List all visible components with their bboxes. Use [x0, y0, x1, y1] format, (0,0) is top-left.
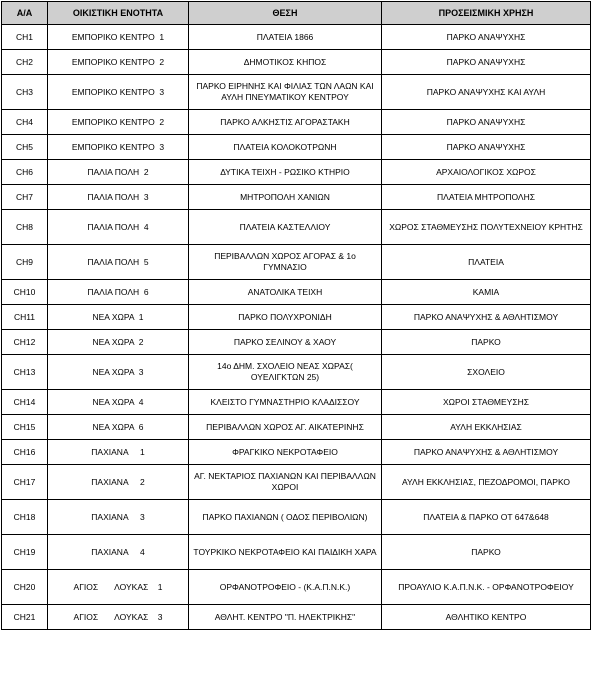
row-zone-cell: ΕΜΠΟΡΙΚΟ ΚΕΝΤΡΟ 2: [48, 50, 189, 75]
row-zone-cell: ΠΑΛΙΑ ΠΟΛΗ 6: [48, 280, 189, 305]
row-location-cell: ΜΗΤΡΟΠΟΛΗ ΧΑΝΙΩΝ: [189, 185, 382, 210]
row-zone-cell: ΠΑΛΙΑ ΠΟΛΗ 4: [48, 210, 189, 245]
row-zone-cell: ΝΕΑ ΧΩΡΑ 6: [48, 415, 189, 440]
row-use-cell: ΧΩΡΟΙ ΣΤΑΘΜΕΥΣΗΣ: [382, 390, 591, 415]
row-id-cell: CH9: [2, 245, 48, 280]
row-id-cell: CH7: [2, 185, 48, 210]
row-location-cell: ΔΥΤΙΚΑ ΤΕΙΧΗ - ΡΩΣΙΚΟ ΚΤΗΡΙΟ: [189, 160, 382, 185]
row-id-cell: CH10: [2, 280, 48, 305]
table-row: [2, 415, 591, 440]
row-use-cell: ΠΑΡΚΟ: [382, 330, 591, 355]
row-id-cell: CH14: [2, 390, 48, 415]
row-use-cell: ΠΛΑΤΕΙΑ: [382, 245, 591, 280]
row-zone-cell: ΠΑΛΙΑ ΠΟΛΗ 3: [48, 185, 189, 210]
row-location-cell: ΟΡΦΑΝΟΤΡΟΦΕΙΟ - (Κ.Α.Π.Ν.Κ.): [189, 570, 382, 605]
row-location-cell: ΠΑΡΚΟ ΠΟΛΥΧΡΟΝΙΔΗ: [189, 305, 382, 330]
row-use-cell: ΠΑΡΚΟ ΑΝΑΨΥΧΗΣ: [382, 50, 591, 75]
header-aa: Α/Α: [2, 2, 48, 25]
row-use-cell: ΑΥΛΗ ΕΚΚΛΗΣΙΑΣ: [382, 415, 591, 440]
row-zone-cell: ΠΑΧΙΑΝΑ 3: [48, 500, 189, 535]
table-row: [2, 500, 591, 535]
row-use-cell: ΠΡΟΑΥΛΙΟ Κ.Α.Π.Ν.Κ. - ΟΡΦΑΝΟΤΡΟΦΕΙΟΥ: [382, 570, 591, 605]
table-row: [2, 110, 591, 135]
header-use: ΠΡΟΣΕΙΣΜΙΚΗ ΧΡΗΣΗ: [382, 2, 591, 25]
table-body: [2, 25, 591, 630]
row-use-cell: ΑΥΛΗ ΕΚΚΛΗΣΙΑΣ, ΠΕΖΟΔΡΟΜΟΙ, ΠΑΡΚΟ: [382, 465, 591, 500]
row-zone-cell: ΑΓΙΟΣ ΛΟΥΚΑΣ 3: [48, 605, 189, 630]
row-use-cell: ΚΑΜΙΑ: [382, 280, 591, 305]
row-location-cell: ΔΗΜΟΤΙΚΟΣ ΚΗΠΟΣ: [189, 50, 382, 75]
row-location-cell: ΠΑΡΚΟ ΣΕΛΙΝΟΥ & ΧΑΟΥ: [189, 330, 382, 355]
row-use-cell: ΑΡΧΑΙΟΛΟΓΙΚΟΣ ΧΩΡΟΣ: [382, 160, 591, 185]
row-zone-cell: ΠΑΧΙΑΝΑ 4: [48, 535, 189, 570]
row-location-cell: ΠΑΡΚΟ ΠΑΧΙΑΝΩΝ ( ΟΔΟΣ ΠΕΡΙΒΟΛΙΩΝ): [189, 500, 382, 535]
row-use-cell: ΠΑΡΚΟ ΑΝΑΨΥΧΗΣ: [382, 135, 591, 160]
row-zone-cell: ΝΕΑ ΧΩΡΑ 4: [48, 390, 189, 415]
row-location-cell: ΚΛΕΙΣΤΟ ΓΥΜΝΑΣΤΗΡΙΟ ΚΛΑΔΙΣΣΟΥ: [189, 390, 382, 415]
row-location-cell: ΠΕΡΙΒΑΛΛΩΝ ΧΩΡΟΣ ΑΓ. ΑΙΚΑΤΕΡΙΝΗΣ: [189, 415, 382, 440]
shelter-sites-table: [1, 1, 591, 630]
row-id-cell: CH12: [2, 330, 48, 355]
table-row: [2, 305, 591, 330]
table-row: [2, 50, 591, 75]
row-id-cell: CH2: [2, 50, 48, 75]
table-row: [2, 330, 591, 355]
header-zone: ΟΙΚΙΣΤΙΚΗ ΕΝΟΤΗΤΑ: [48, 2, 189, 25]
row-id-cell: CH20: [2, 570, 48, 605]
row-location-cell: ΑΓ. ΝΕΚΤΑΡΙΟΣ ΠΑΧΙΑΝΩΝ ΚΑΙ ΠΕΡΙΒΑΛΛΩΝ ΧΩΡΟΙ: [189, 465, 382, 500]
row-id-cell: CH8: [2, 210, 48, 245]
row-use-cell: ΠΑΡΚΟ ΑΝΑΨΥΧΗΣ ΚΑΙ ΑΥΛΗ: [382, 75, 591, 110]
table-row: [2, 245, 591, 280]
row-zone-cell: ΝΕΑ ΧΩΡΑ 1: [48, 305, 189, 330]
row-id-cell: CH5: [2, 135, 48, 160]
table-row: [2, 185, 591, 210]
row-zone-cell: ΝΕΑ ΧΩΡΑ 3: [48, 355, 189, 390]
table-row: [2, 75, 591, 110]
table-row: [2, 605, 591, 630]
table-row: [2, 355, 591, 390]
header-location: ΘΕΣΗ: [189, 2, 382, 25]
row-zone-cell: ΠΑΧΙΑΝΑ 2: [48, 465, 189, 500]
row-use-cell: ΑΘΛΗΤΙΚΟ ΚΕΝΤΡΟ: [382, 605, 591, 630]
row-id-cell: CH3: [2, 75, 48, 110]
row-id-cell: CH21: [2, 605, 48, 630]
row-id-cell: CH15: [2, 415, 48, 440]
table-row: [2, 160, 591, 185]
row-location-cell: ΠΑΡΚΟ ΑΛΚΗΣΤΙΣ ΑΓΟΡΑΣΤΑΚΗ: [189, 110, 382, 135]
row-use-cell: ΠΛΑΤΕΙΑ ΜΗΤΡΟΠΟΛΗΣ: [382, 185, 591, 210]
row-zone-cell: ΝΕΑ ΧΩΡΑ 2: [48, 330, 189, 355]
row-zone-cell: ΕΜΠΟΡΙΚΟ ΚΕΝΤΡΟ 3: [48, 75, 189, 110]
row-use-cell: ΣΧΟΛΕΙΟ: [382, 355, 591, 390]
row-id-cell: CH19: [2, 535, 48, 570]
table-row: [2, 25, 591, 50]
table-row: [2, 570, 591, 605]
row-location-cell: ΠΛΑΤΕΙΑ ΚΟΛΟΚΟΤΡΩΝΗ: [189, 135, 382, 160]
row-location-cell: ΠΑΡΚΟ ΕΙΡΗΝΗΣ ΚΑΙ ΦΙΛΙΑΣ ΤΩΝ ΛΑΩΝ ΚΑΙ ΑΥΛΗ ΠΝΕΥΜΑΤΙΚΟΥ ΚΕΝΤΡΟΥ: [189, 75, 382, 110]
row-zone-cell: ΑΓΙΟΣ ΛΟΥΚΑΣ 1: [48, 570, 189, 605]
row-location-cell: ΠΛΑΤΕΙΑ ΚΑΣΤΕΛΛΙΟΥ: [189, 210, 382, 245]
row-use-cell: ΧΩΡΟΣ ΣΤΑΘΜΕΥΣΗΣ ΠΟΛΥΤΕΧΝΕΙΟΥ ΚΡΗΤΗΣ: [382, 210, 591, 245]
row-location-cell: ΑΘΛΗΤ. ΚΕΝΤΡΟ "Π. ΗΛΕΚΤΡΙΚΗΣ": [189, 605, 382, 630]
row-use-cell: ΠΑΡΚΟ ΑΝΑΨΥΧΗΣ & ΑΘΛΗΤΙΣΜΟΥ: [382, 440, 591, 465]
table-row: [2, 390, 591, 415]
row-zone-cell: ΕΜΠΟΡΙΚΟ ΚΕΝΤΡΟ 3: [48, 135, 189, 160]
row-use-cell: ΠΛΑΤΕΙΑ & ΠΑΡΚΟ ΟΤ 647&648: [382, 500, 591, 535]
row-location-cell: 14ο ΔΗΜ. ΣΧΟΛΕΙΟ ΝΕΑΣ ΧΩΡΑΣ( ΟΥΕΛΙΓΚΤΩΝ 25): [189, 355, 382, 390]
row-location-cell: ΤΟΥΡΚΙΚΟ ΝΕΚΡΟΤΑΦΕΙΟ ΚΑΙ ΠΑΙΔΙΚΗ ΧΑΡΑ: [189, 535, 382, 570]
table-row: [2, 440, 591, 465]
row-use-cell: ΠΑΡΚΟ ΑΝΑΨΥΧΗΣ: [382, 110, 591, 135]
row-id-cell: CH1: [2, 25, 48, 50]
row-zone-cell: ΠΑΧΙΑΝΑ 1: [48, 440, 189, 465]
row-id-cell: CH18: [2, 500, 48, 535]
table-row: [2, 210, 591, 245]
row-zone-cell: ΕΜΠΟΡΙΚΟ ΚΕΝΤΡΟ 2: [48, 110, 189, 135]
row-zone-cell: ΠΑΛΙΑ ΠΟΛΗ 5: [48, 245, 189, 280]
row-use-cell: ΠΑΡΚΟ ΑΝΑΨΥΧΗΣ: [382, 25, 591, 50]
row-location-cell: ΠΕΡΙΒΑΛΛΩΝ ΧΩΡΟΣ ΑΓΟΡΑΣ & 1ο ΓΥΜΝΑΣΙΟ: [189, 245, 382, 280]
row-location-cell: ΠΛΑΤΕΙΑ 1866: [189, 25, 382, 50]
row-id-cell: CH13: [2, 355, 48, 390]
row-use-cell: ΠΑΡΚΟ ΑΝΑΨΥΧΗΣ & ΑΘΛΗΤΙΣΜΟΥ: [382, 305, 591, 330]
row-use-cell: ΠΑΡΚΟ: [382, 535, 591, 570]
table-row: [2, 280, 591, 305]
row-id-cell: CH16: [2, 440, 48, 465]
row-zone-cell: ΠΑΛΙΑ ΠΟΛΗ 2: [48, 160, 189, 185]
row-id-cell: CH11: [2, 305, 48, 330]
table-row: [2, 465, 591, 500]
row-location-cell: ΑΝΑΤΟΛΙΚΑ ΤΕΙΧΗ: [189, 280, 382, 305]
row-id-cell: CH17: [2, 465, 48, 500]
row-zone-cell: ΕΜΠΟΡΙΚΟ ΚΕΝΤΡΟ 1: [48, 25, 189, 50]
table-row: [2, 135, 591, 160]
row-location-cell: ΦΡΑΓΚΙΚΟ ΝΕΚΡΟΤΑΦΕΙΟ: [189, 440, 382, 465]
row-id-cell: CH6: [2, 160, 48, 185]
row-id-cell: CH4: [2, 110, 48, 135]
header-row: [2, 2, 591, 25]
table-row: [2, 535, 591, 570]
